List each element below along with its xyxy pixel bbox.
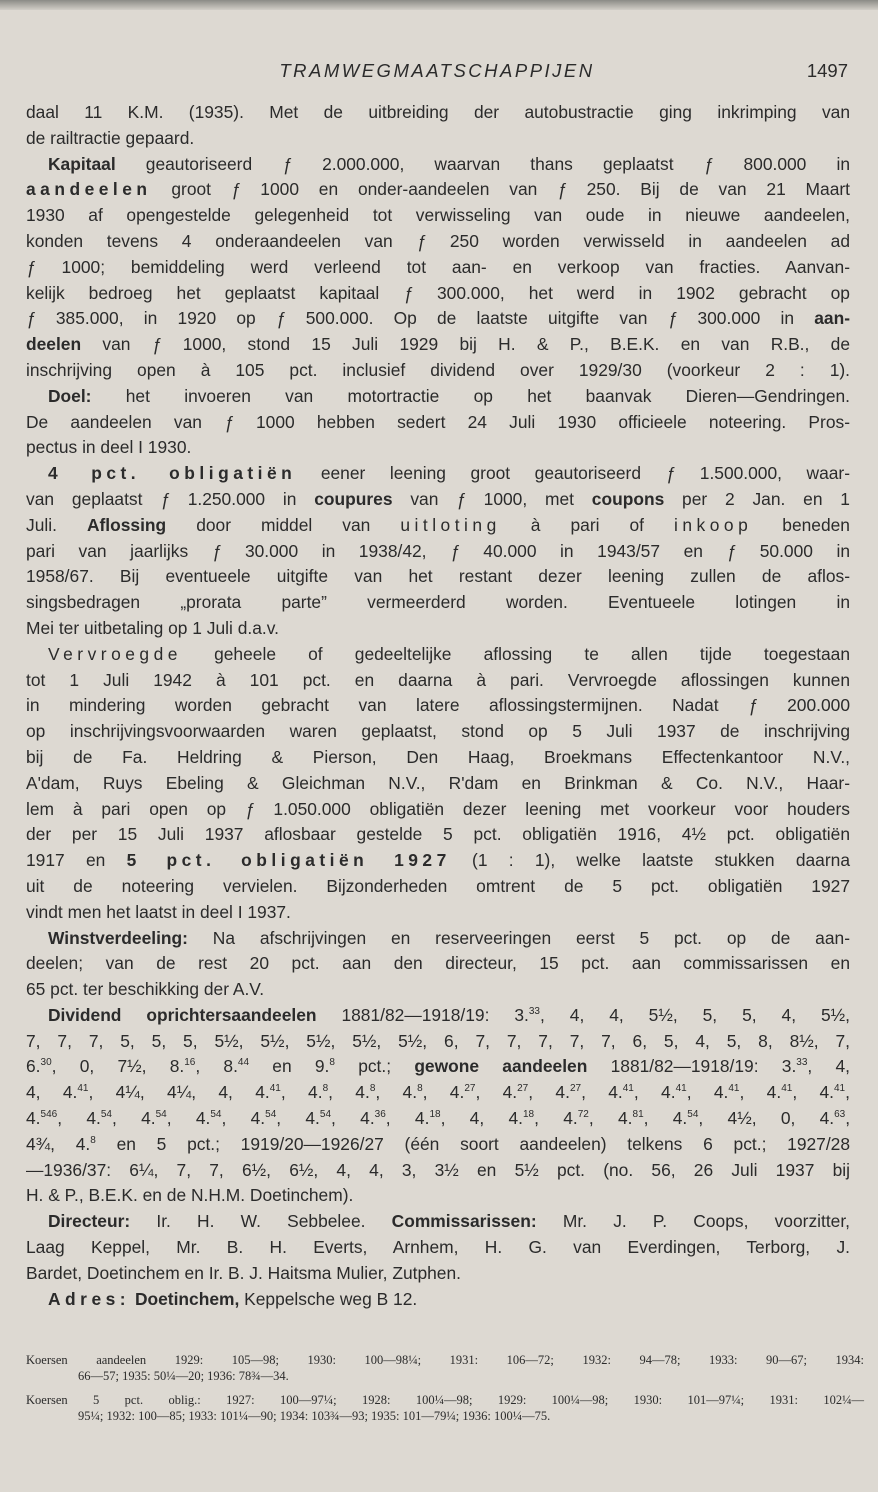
bold-text: Adres:: [48, 1288, 131, 1309]
text-run: door middel van: [166, 514, 401, 535]
text-run: 500.000. Op de laatste uitgifte van: [285, 308, 668, 329]
superscript: 54: [319, 1109, 332, 1121]
text-run: deelen; van de rest 20 pct. aan den directeur, 15 pct. aan commissarissen en: [26, 953, 850, 974]
text-run: , 4.: [276, 1108, 320, 1129]
bold-text: Directeur:: [48, 1211, 131, 1232]
superscript: 54: [100, 1109, 112, 1121]
text-line: [26, 564, 850, 590]
text-run: in mindering worden gebracht van latere aflossingstermijnen. Nadat: [26, 695, 748, 716]
text-run: Keppelsche weg B 12.: [239, 1288, 418, 1309]
text-run: ƒ: [211, 540, 222, 561]
text-line: [26, 1080, 850, 1106]
text-line: [26, 281, 850, 307]
text-line: [26, 177, 850, 203]
text-run: der per 15 Juli 1937 aflosbaar gestelde 5 pct. obligatiën 1916, 4½ pct. obligatiën: [26, 824, 850, 845]
quote-line: Koersen aandeelen 1929: 105—98; 1930: 100—98¼; 1931: 106—72; 1932: 94—78; 1933: 90—67; 1934:: [26, 1353, 864, 1367]
text-run: 4, 4.: [26, 1082, 78, 1103]
text-line: [26, 487, 850, 513]
text-run: van: [392, 488, 457, 509]
text-run: , 4, 4, 5½, 5, 5, 4, 5½,: [539, 1004, 851, 1025]
text-line: [26, 229, 850, 255]
bold-text: Commissarissen:: [391, 1211, 537, 1232]
text-line: [26, 668, 850, 694]
text-run: 1.250.000 in: [169, 488, 315, 509]
text-run: , 4.: [792, 1082, 834, 1103]
text-run: , 4¼, 4¼, 4, 4.: [88, 1082, 270, 1103]
text-run: van geplaatst: [26, 488, 161, 509]
text-line: [26, 1054, 850, 1080]
quote-line: 66—57; 1935: 50¼—20; 1936: 78¾—34.: [78, 1369, 289, 1383]
text-run: 40.000 in 1943/57 en: [459, 540, 727, 561]
text-line: [26, 384, 850, 410]
text-run: , 4.: [166, 1108, 211, 1129]
text-run: inkoop: [674, 514, 753, 535]
bold-text: aandeelen: [26, 179, 152, 200]
text-run: 1000 en onder-aandeelen van: [240, 179, 558, 200]
text-run: 300.000 in: [677, 308, 815, 329]
text-run: ,: [845, 1108, 851, 1129]
text-run: 1917 en: [26, 850, 127, 871]
text-run: , 4.: [111, 1108, 156, 1129]
text-run: , 4.: [633, 1082, 676, 1103]
text-run: 4.: [26, 1108, 41, 1129]
text-line: [26, 874, 850, 900]
superscript: 8: [329, 1057, 335, 1069]
text-run: (1 : 1), welke laatste stukken daarna: [450, 850, 850, 871]
superscript: 27: [517, 1083, 529, 1095]
text-line: [26, 126, 850, 152]
text-run: , 4.: [528, 1082, 570, 1103]
superscript: 8: [90, 1135, 96, 1147]
text-run: uitloting: [400, 514, 501, 535]
superscript: 54: [210, 1109, 222, 1121]
text-run: , 4.: [588, 1108, 633, 1129]
text-run: van: [81, 334, 152, 355]
text-run: ƒ: [748, 695, 758, 716]
text-line: [26, 642, 850, 668]
text-run: op inschrijvingsvoorwaarden waren geplaatst, stond op 5 Juli 1937 de inschrijving: [26, 721, 850, 742]
text-run: uit de noteering vervielen. Bijzonderheden omtrent de 5 pct. obligatiën 1927: [26, 875, 850, 896]
text-line: [26, 513, 850, 539]
bold-text: Kapitaal: [48, 153, 116, 174]
text-run: ƒ: [151, 334, 162, 355]
text-run: Laag Keppel, Mr. B. H. Everts, Arnhem, H. G. van Everdingen, Terborg, J.: [26, 1237, 850, 1258]
bold-text: 4 pct. obligatiën: [48, 463, 297, 484]
text-run: pct.;: [334, 1056, 415, 1077]
text-run: 1881/82—1918/19: 3.: [316, 1004, 529, 1025]
text-run: bij de Fa. Heldring & Pierson, Den Haag, Broekmans Effectenkantoor N.V.,: [26, 746, 850, 767]
superscript: 16: [184, 1057, 196, 1069]
superscript: 41: [622, 1083, 634, 1095]
text-run: pari van jaarlijks: [26, 540, 212, 561]
quote-block: [26, 1352, 864, 1384]
text-line: [26, 255, 850, 281]
text-run: 2.000.000, waarvan thans geplaatst: [291, 153, 704, 174]
bold-text: Dividend oprichtersaandeelen: [48, 1004, 317, 1025]
text-run: vindt men het laatst in deel I 1937.: [26, 901, 291, 922]
text-run: , 4.: [475, 1082, 518, 1103]
text-line: [26, 306, 850, 332]
text-line: [26, 1209, 850, 1235]
text-run: ƒ: [450, 540, 460, 561]
text-run: groot: [151, 179, 231, 200]
superscript: 8: [322, 1083, 329, 1095]
text-line: [26, 203, 850, 229]
text-run: De aandeelen van: [26, 411, 225, 432]
text-line: [26, 771, 850, 797]
text-run: ƒ: [703, 153, 714, 174]
text-run: inschrijving open à 105 pct. inclusief dividend over 1929/30 (voorkeur 2 : 1).: [26, 359, 850, 380]
text-run: ƒ: [665, 463, 676, 484]
text-run: ƒ: [26, 256, 36, 277]
text-run: , 4.: [643, 1108, 688, 1129]
text-line: [26, 1132, 850, 1158]
running-title: TRAMWEGMAATSCHAPPIJEN: [279, 60, 595, 81]
text-run: ƒ: [244, 798, 255, 819]
text-run: 1958/67. Bij eventueele uitgifte van het restant dezer leening zullen de aflos-: [26, 566, 850, 587]
bold-text: coupures: [314, 488, 393, 509]
text-run: , 4.: [57, 1108, 101, 1129]
text-run: per 2 Jan. en 1: [664, 488, 850, 509]
text-run: , 4.: [422, 1082, 465, 1103]
text-line: [26, 539, 850, 565]
superscript: 54: [687, 1109, 699, 1121]
price-quotes: [26, 1352, 864, 1432]
text-run: Bardet, Doetinchem en Ir. B. J. Haitsma Mulier, Zutphen.: [26, 1262, 461, 1283]
text-line: [26, 745, 850, 771]
text-run: en 9.: [249, 1056, 330, 1077]
text-line: [26, 590, 850, 616]
text-run: 1930 af opengestelde gelegenheid tot verwisseling van oude in nieuwe aandeelen,: [26, 205, 850, 226]
superscript: 18: [429, 1109, 441, 1121]
scan-top-border: [0, 0, 878, 10]
text-run: ,: [845, 1082, 850, 1103]
text-run: , 4.: [581, 1082, 623, 1103]
text-run: 1.050.000 obligatiën dezer leening met voorkeur voor houders: [254, 798, 850, 819]
text-run: 300.000, het werd in 1902 gebracht op: [412, 282, 850, 303]
text-run: 50.000 in: [736, 540, 851, 561]
text-run: A'dam, Ruys Ebeling & Gleichman N.V., R'dam en Brinkman & Co. N.V., Haar-: [26, 772, 850, 793]
text-run: singsbedragen „prorata parte” vermeerderd worden. Eventueele lotingen in: [26, 592, 850, 613]
text-run: , 4.: [375, 1082, 418, 1103]
text-run: , 4,: [807, 1056, 850, 1077]
text-run: Vervroegde: [48, 643, 182, 664]
text-line: [26, 1003, 850, 1029]
superscript: 18: [522, 1109, 535, 1121]
text-run: 1000; bemiddeling werd verleend tot aan- en verkoop van fracties. Aanvan-: [35, 256, 850, 277]
text-run: ƒ: [160, 488, 170, 509]
text-run: 1000, met: [465, 488, 592, 509]
superscript: 41: [269, 1083, 281, 1095]
bold-text: Winstverdeeling:: [48, 927, 188, 948]
superscript: 54: [155, 1109, 167, 1121]
text-run: konden tevens 4 onderaandeelen van: [26, 230, 417, 251]
text-run: , 8.: [195, 1056, 238, 1077]
text-line: [26, 358, 850, 384]
text-run: , 4.: [221, 1108, 266, 1129]
text-run: 385.000, in 1920 op: [35, 308, 276, 329]
text-line: [26, 926, 850, 952]
text-run: Mei ter uitbetaling op 1 Juli d.a.v.: [26, 617, 279, 638]
text-line: [26, 1106, 850, 1132]
text-line: [26, 1183, 850, 1209]
text-run: Na afschrijvingen en reserveeringen eerst 5 pct. op de aan-: [187, 927, 850, 948]
bold-text: deelen: [26, 334, 82, 355]
text-run: 800.000 in: [713, 153, 851, 174]
superscript: 54: [265, 1109, 277, 1121]
text-run: 4¾, 4.: [26, 1133, 91, 1154]
text-run: —1936/37: 6¼, 7, 7, 6½, 6½, 4, 4, 3, 3½ en 5½ pct. (no. 56, 26 Juli 1937 bij: [26, 1159, 850, 1180]
text-run: 7, 7, 7, 5, 5, 5, 5½, 5½, 5½, 5½, 5½, 6, 7, 7, 7, 7, 7, 6, 5, 4, 5, 8, 8½, 7,: [26, 1030, 850, 1051]
text-run: de railtractie gepaard.: [26, 127, 195, 148]
text-line: [26, 1235, 850, 1261]
bold-text: gewone aandeelen: [414, 1056, 588, 1077]
text-run: , 4.: [739, 1082, 782, 1103]
superscript: 33: [796, 1057, 808, 1069]
bold-text: Doel:: [48, 385, 92, 406]
text-run: Mr. J. P. Coops, voorzitter,: [536, 1211, 850, 1232]
superscript: 41: [834, 1083, 846, 1095]
superscript: 41: [781, 1083, 793, 1095]
text-run: à pari of: [500, 514, 675, 535]
superscript: 33: [528, 1006, 540, 1018]
text-run: 250. Bij de van 21 Maart: [566, 179, 850, 200]
superscript: 30: [40, 1057, 52, 1069]
superscript: 8: [369, 1083, 376, 1095]
text-run: kelijk bedroeg het geplaatst kapitaal: [26, 282, 404, 303]
text-run: , 4.: [385, 1108, 430, 1129]
page-number: 1497: [806, 60, 848, 81]
text-run: H. & P., B.E.K. en de N.H.M. Doetinchem).: [26, 1185, 354, 1206]
superscript: 41: [728, 1083, 740, 1095]
text-run: , 4.: [331, 1108, 375, 1129]
text-line: [26, 100, 850, 126]
text-run: ƒ: [456, 488, 466, 509]
bold-text: coupons: [591, 488, 665, 509]
text-run: 30.000 in 1938/42,: [221, 540, 451, 561]
superscript: 63: [834, 1109, 846, 1121]
text-run: 1881/82—1918/19: 3.: [587, 1056, 797, 1077]
text-line: [26, 1029, 850, 1055]
superscript: 41: [77, 1083, 89, 1095]
text-run: 65 pct. ter beschikking der A.V.: [26, 979, 265, 1000]
text-run: het invoeren van motortractie op het baanvak Dieren—Gendringen.: [91, 385, 850, 406]
bold-text: 5 pct. obligatiën 1927: [126, 850, 451, 871]
text-run: ƒ: [230, 179, 241, 200]
text-line: [26, 951, 850, 977]
text-line: [26, 616, 850, 642]
bold-text: aan-: [814, 308, 851, 329]
text-run: Juli.: [26, 514, 87, 535]
text-run: , 4, 4.: [440, 1108, 523, 1129]
text-run: 1000, stond 15 Juli 1929 bij H. & P., B.E.K. en van R.B., de: [161, 334, 850, 355]
text-run: daal 11 K.M. (1935). Met de uitbreiding der autobustractie ging inkrimping van: [26, 102, 850, 122]
text-line: [26, 693, 850, 719]
text-run: ƒ: [282, 153, 292, 174]
text-run: 250 worden verwisseld in aandeelen ad: [426, 230, 850, 251]
superscript: 27: [464, 1083, 476, 1095]
text-run: , 4.: [686, 1082, 729, 1103]
superscript: 546: [40, 1109, 58, 1121]
text-run: ƒ: [667, 308, 678, 329]
text-line: [26, 152, 850, 178]
text-line: [26, 848, 850, 874]
quote-block: [26, 1392, 864, 1424]
text-run: ƒ: [416, 230, 427, 251]
text-line: [26, 977, 850, 1003]
text-line: [26, 822, 850, 848]
quote-line: 95¼; 1932: 100—85; 1933: 101¼—90; 1934: 103¾—93; 1935: 101—79¼; 1936: 100¼—75.: [78, 1409, 551, 1423]
superscript: 44: [237, 1057, 250, 1069]
superscript: 36: [374, 1109, 386, 1121]
text-run: ƒ: [26, 308, 36, 329]
text-line: [26, 1261, 850, 1287]
text-run: ƒ: [557, 179, 567, 200]
text-run: 200.000: [757, 695, 851, 716]
page-header: [26, 60, 848, 86]
text-run: 1.500.000, waar-: [675, 463, 850, 484]
text-run: ƒ: [403, 282, 413, 303]
text-run: Ir. H. W. Sebbelee.: [130, 1211, 392, 1232]
superscript: 72: [577, 1109, 589, 1121]
bold-text: Doetinchem,: [134, 1288, 240, 1309]
text-run: geautoriseerd: [115, 153, 283, 174]
text-line: [26, 719, 850, 745]
text-line: [26, 461, 850, 487]
text-run: , 4½, 0, 4.: [698, 1108, 835, 1129]
superscript: 41: [675, 1083, 687, 1095]
text-line: [26, 410, 850, 436]
text-run: tot 1 Juli 1942 à 101 pct. en daarna à pari. Vervroegde aflossingen kunnen: [26, 669, 850, 690]
bold-text: Aflossing: [86, 514, 167, 535]
text-run: ƒ: [726, 540, 737, 561]
text-run: , 4.: [534, 1108, 578, 1129]
text-run: geheele of gedeeltelijke aflossing te allen tijde toegestaan: [181, 643, 850, 664]
quote-line: Koersen 5 pct. oblig.: 1927: 100—97¼; 1928: 100¼—98; 1929: 100¼—98; 1930: 101—97¼; 1931: 102¼—: [26, 1393, 864, 1407]
superscript: 81: [632, 1109, 644, 1121]
text-run: eener leening groot geautoriseerd: [296, 463, 666, 484]
text-run: , 4.: [328, 1082, 370, 1103]
text-line: [26, 1287, 850, 1313]
text-run: 1000 hebben sedert 24 Juli 1930 officieele noteering. Pros-: [233, 411, 850, 432]
text-line: [26, 332, 850, 358]
text-line: [26, 797, 850, 823]
text-line: [26, 1158, 850, 1184]
superscript: 27: [569, 1083, 582, 1095]
text-run: , 0, 7½, 8.: [51, 1056, 185, 1077]
text-line: [26, 435, 850, 461]
text-run: pectus in deel I 1930.: [26, 437, 192, 458]
text-run: beneden: [752, 514, 850, 535]
text-run: 6.: [26, 1056, 41, 1077]
text-run: en 5 pct.; 1919/20—1926/27 (één soort aandeelen) telkens 6 pct.; 1927/28: [95, 1133, 851, 1154]
text-run: ƒ: [224, 411, 234, 432]
text-run: lem à pari open op: [26, 798, 245, 819]
text-run: ƒ: [275, 308, 286, 329]
article-body: [26, 100, 850, 1312]
superscript: 8: [417, 1083, 423, 1095]
text-run: , 4.: [280, 1082, 323, 1103]
text-line: [26, 900, 850, 926]
